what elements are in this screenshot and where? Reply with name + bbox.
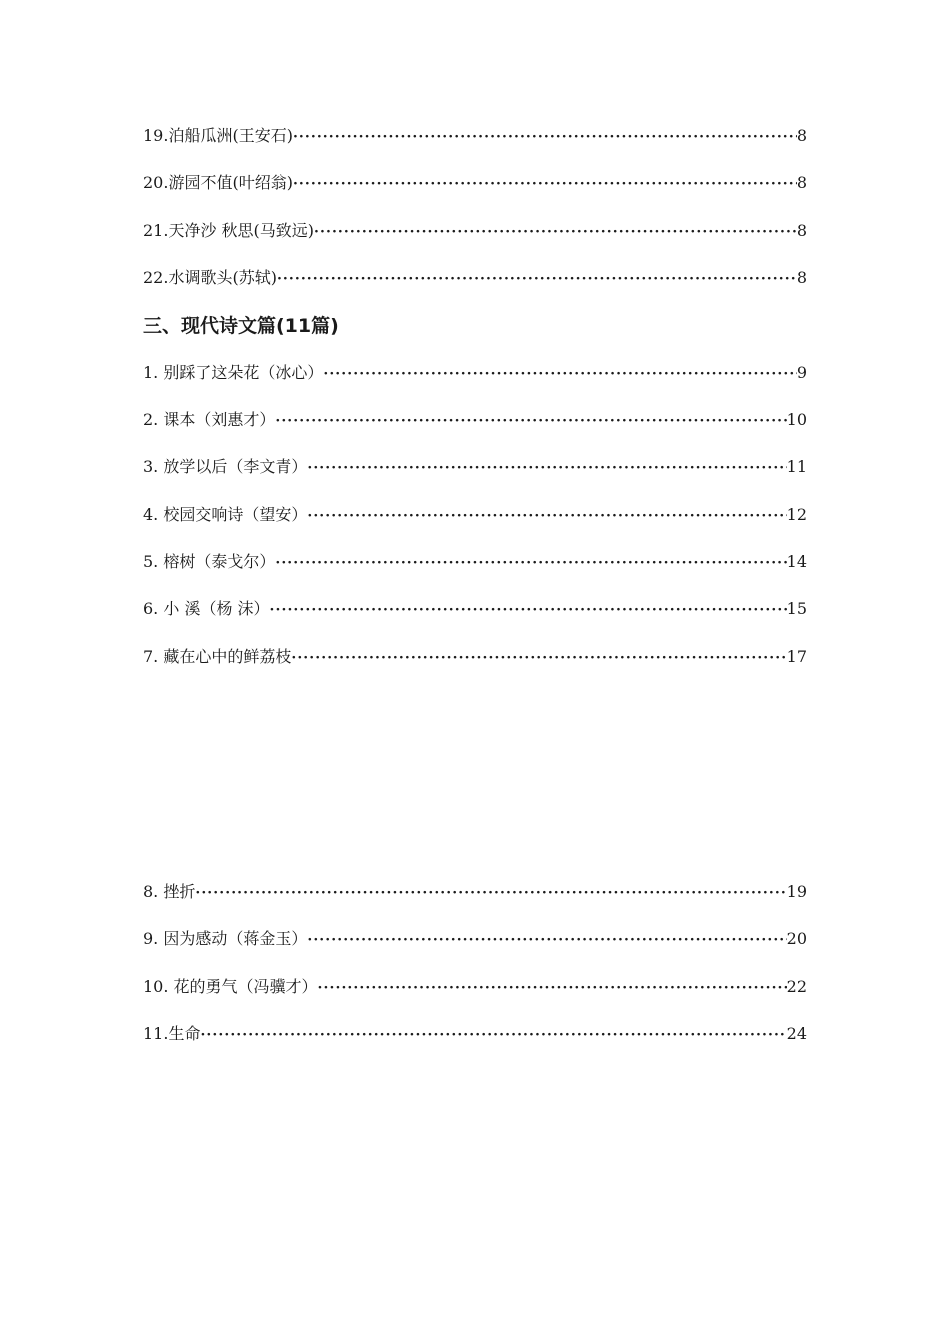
toc-dot-leader	[275, 410, 786, 432]
toc-dot-leader	[293, 173, 797, 195]
toc-entry-title: 20.游园不值(叶绍翁)	[143, 173, 293, 192]
toc-entry[interactable]	[143, 408, 807, 432]
toc-entry-title: 10. 花的勇气（冯骥才）	[143, 977, 318, 996]
toc-dot-leader	[275, 552, 786, 574]
toc-entry-title: 3. 放学以后（李文青）	[143, 457, 308, 476]
toc-entry[interactable]	[143, 171, 807, 195]
toc-entry-title: 9. 因为感动（蒋金玉）	[143, 929, 308, 948]
toc-entry-page: 22	[786, 977, 807, 996]
toc-entry[interactable]	[143, 503, 807, 527]
toc-entry[interactable]	[143, 880, 807, 904]
toc-dot-leader	[270, 599, 787, 621]
toc-entry-page: 8	[796, 126, 807, 145]
toc-dot-leader	[307, 505, 786, 527]
toc-entry-page: 14	[786, 552, 807, 571]
toc-entry-page: 15	[786, 599, 807, 618]
toc-entry[interactable]	[143, 975, 807, 999]
toc-entry-page: 12	[786, 505, 807, 524]
toc-dot-leader	[200, 1024, 786, 1046]
toc-dot-leader	[307, 929, 786, 951]
toc-entry-page: 9	[796, 363, 807, 382]
toc-entry-title: 19.泊船瓜洲(王安石)	[143, 126, 293, 145]
toc-dot-leader	[318, 977, 787, 999]
toc-entry-page: 19	[786, 882, 807, 901]
toc-entry[interactable]	[143, 124, 807, 148]
toc-entry[interactable]	[143, 361, 807, 385]
toc-entry-page: 17	[786, 647, 807, 666]
toc-entry[interactable]	[143, 266, 807, 290]
toc-entry-page: 8	[796, 221, 807, 240]
toc-entry-title: 1. 别踩了这朵花（冰心）	[143, 363, 324, 382]
toc-entry-page: 20	[786, 929, 807, 948]
toc-entry[interactable]	[143, 645, 807, 669]
toc-dot-leader	[291, 647, 786, 669]
toc-dot-leader	[277, 268, 797, 290]
toc-entry[interactable]	[143, 1022, 807, 1046]
toc-entry-title: 6. 小 溪（杨 沫）	[143, 599, 270, 618]
toc-entry[interactable]	[143, 219, 807, 243]
toc-entry-title: 8. 挫折	[143, 882, 196, 901]
toc-entry-page: 11	[786, 457, 807, 476]
toc-entry-page: 8	[796, 173, 807, 192]
toc-dot-leader	[323, 363, 796, 385]
toc-entry-title: 22.水调歌头(苏轼)	[143, 268, 277, 287]
toc-entry[interactable]	[143, 550, 807, 574]
toc-dot-leader	[307, 457, 786, 479]
toc-entry-page: 8	[796, 268, 807, 287]
toc-entry-title: 4. 校园交响诗（望安）	[143, 505, 308, 524]
toc-entry[interactable]	[143, 927, 807, 951]
toc-entry-title: 7. 藏在心中的鲜荔枝	[143, 647, 292, 666]
toc-entry-title: 21.天净沙 秋思(马致远)	[143, 221, 315, 240]
toc-dot-leader	[314, 221, 797, 243]
toc-entry-page: 24	[786, 1024, 807, 1043]
toc-entry-title: 5. 榕树（泰戈尔）	[143, 552, 276, 571]
toc-entry[interactable]	[143, 597, 807, 621]
toc-dot-leader	[293, 126, 797, 148]
toc-dot-leader	[195, 882, 786, 904]
toc-entry-page: 10	[786, 410, 807, 429]
section-heading: 三、现代诗文篇(11篇)	[143, 315, 339, 337]
toc-entry[interactable]	[143, 455, 807, 479]
toc-entry-title: 11.生命	[143, 1024, 201, 1043]
toc-entry-title: 2. 课本（刘惠才）	[143, 410, 276, 429]
